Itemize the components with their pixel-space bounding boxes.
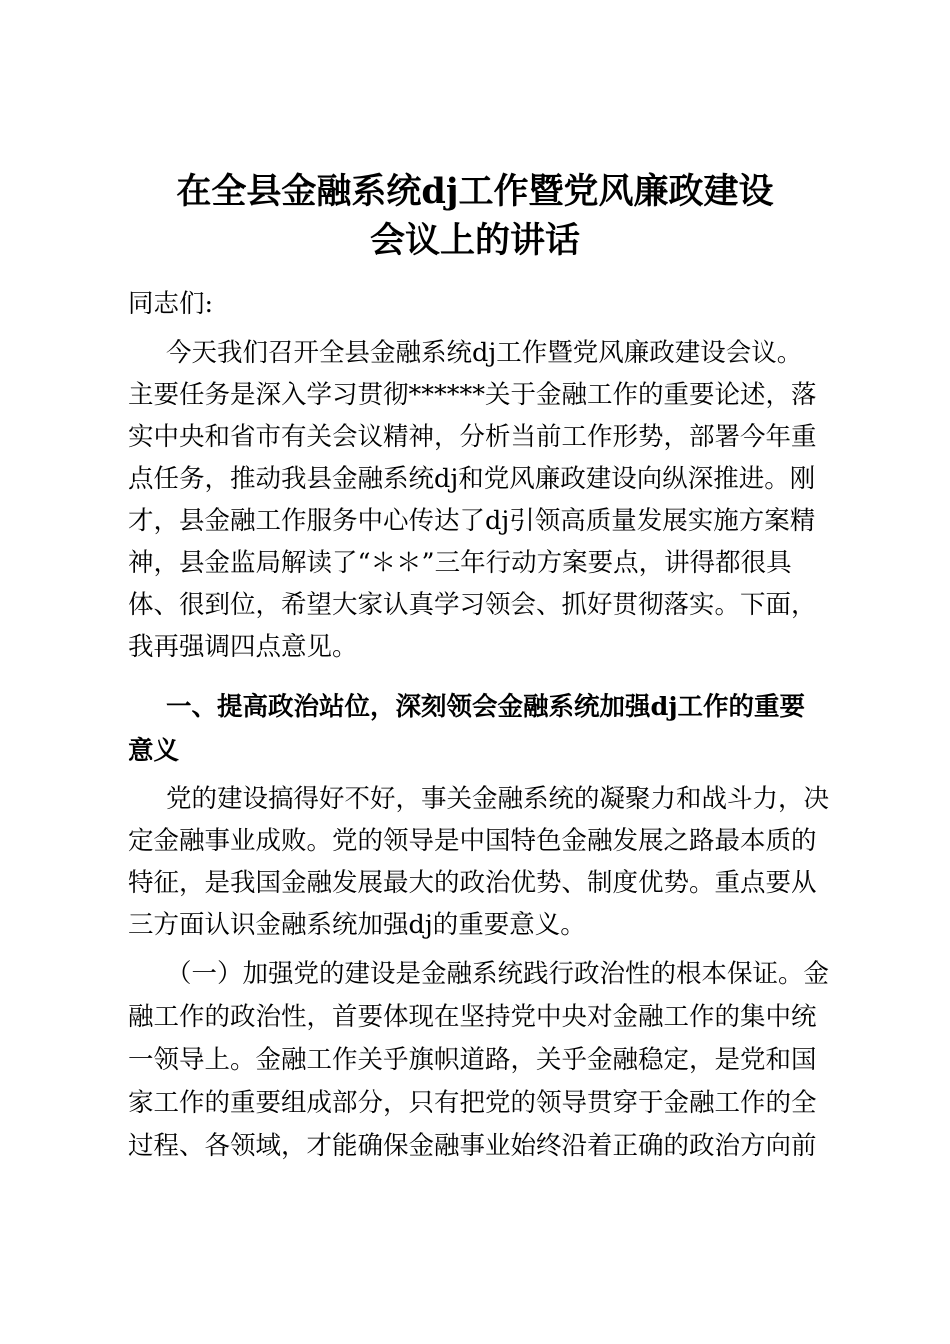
paragraph-line: 定金融事业成败。党的领导是中国特色金融发展之路最本质的 bbox=[128, 826, 817, 856]
paragraph-line: 体、很到位，希望大家认真学习领会、抓好贯彻落实。下面， bbox=[128, 590, 817, 620]
salutation: 同志们: bbox=[128, 289, 214, 319]
paragraph-line: 点任务，推动我县金融系统dj和党风廉政建设向纵深推进。刚 bbox=[128, 464, 816, 494]
paragraph-line: 特征，是我国金融发展最大的政治优势、制度优势。重点要从 bbox=[128, 868, 817, 898]
document-title-line-2: 会议上的讲话 bbox=[369, 220, 580, 261]
paragraph-line: 我再强调四点意见。 bbox=[128, 632, 358, 662]
section-heading-line-2: 意义 bbox=[128, 736, 180, 766]
paragraph-line: 三方面认识金融系统加强dj的重要意义。 bbox=[128, 910, 586, 940]
paragraph-line: 实中央和省市有关会议精神，分析当前工作形势，部署今年重 bbox=[128, 422, 817, 452]
paragraph-line: 过程、各领域，才能确保金融事业始终沿着正确的政治方向前 bbox=[128, 1131, 817, 1161]
section-heading-line-1: 一、提高政治站位，深刻领会金融系统加强dj工作的重要 bbox=[166, 692, 806, 722]
paragraph-line: 今天我们召开全县金融系统dj工作暨党风廉政建设会议。 bbox=[166, 338, 803, 368]
paragraph-line: 家工作的重要组成部分，只有把党的领导贯穿于金融工作的全 bbox=[128, 1088, 817, 1118]
paragraph-line: 一领导上。金融工作关乎旗帜道路，关乎金融稳定，是党和国 bbox=[128, 1045, 817, 1075]
paragraph-line: 融工作的政治性，首要体现在坚持党中央对金融工作的集中统 bbox=[128, 1002, 817, 1032]
paragraph-line: 才，县金融工作服务中心传达了dj引领高质量发展实施方案精 bbox=[128, 506, 816, 536]
document-title-line-1: 在全县金融系统dj工作暨党风廉政建设 bbox=[176, 171, 774, 212]
paragraph-line: 主要任务是深入学习贯彻******关于金融工作的重要论述，落 bbox=[128, 380, 817, 410]
paragraph-line: （一）加强党的建设是金融系统践行政治性的根本保证。金 bbox=[166, 959, 830, 989]
paragraph-line: 党的建设搞得好不好，事关金融系统的凝聚力和战斗力，决 bbox=[166, 784, 830, 814]
paragraph-line: 神，县金监局解读了“＊＊”三年行动方案要点，讲得都很具 bbox=[128, 548, 792, 578]
